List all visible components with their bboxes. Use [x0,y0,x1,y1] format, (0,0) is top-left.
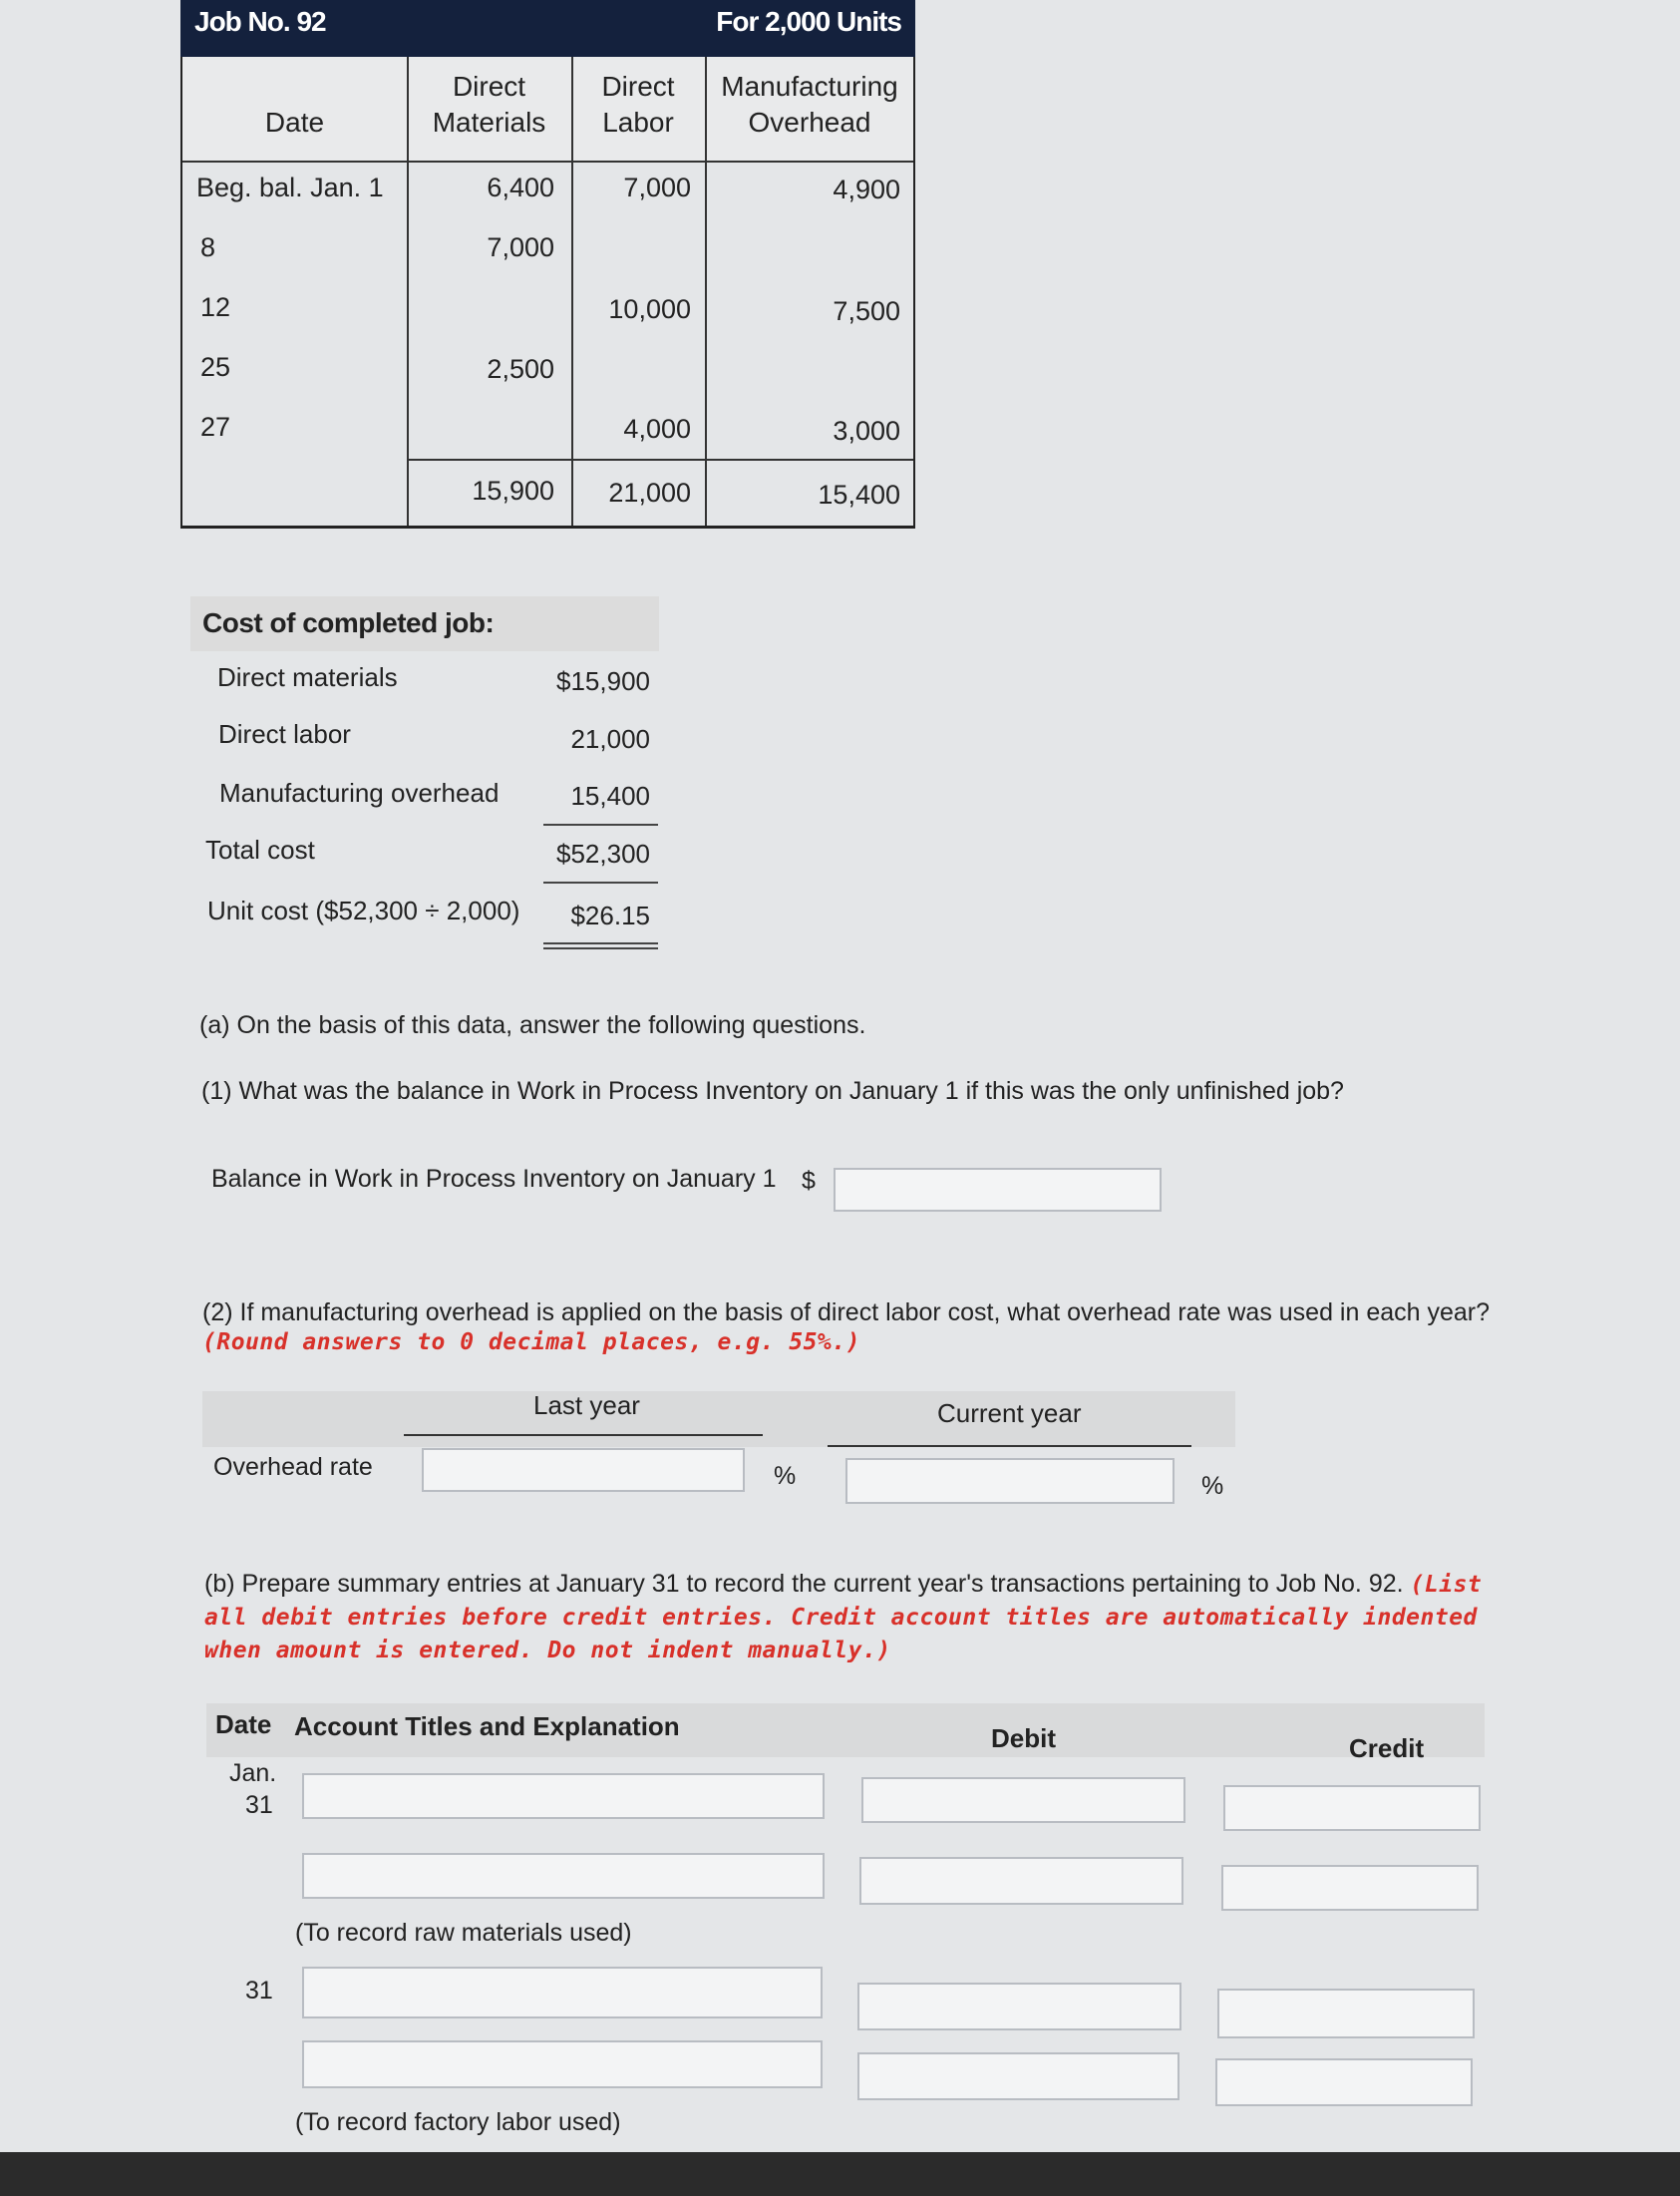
entry1-account-input-2[interactable] [302,1853,825,1899]
entry2-credit-input-2[interactable] [1215,2058,1473,2106]
row-date: 25 [200,352,231,382]
row-date: Beg. bal. Jan. 1 [196,173,384,202]
row-date: 8 [200,232,216,262]
entry1-account-input-1[interactable] [302,1773,825,1819]
entry2-debit-input-2[interactable] [857,2052,1179,2100]
question-2: (2) If manufacturing overhead is applied on the basis of direct labor cost, what overhead rate was used in each year? (Round answers to 0 decimal places, e.g. 55%.) [202,1298,1491,1355]
row-dm: 6,400 [487,173,554,202]
balance-label: Balance in Work in Process Inventory on January 1 [211,1165,777,1193]
currency-symbol: $ [802,1167,816,1195]
header-direct-labor: Direct Labor [601,71,675,138]
part-b-intro: (b) Prepare summary entries at January 31 to record the current year's transactions pertaining to Job No. 92. (List all debit entries before credit entries. Credit account titles are automatically indented when amount is entered. Do not indent manually.) [204,1570,1483,1663]
overhead-value: 15,400 [570,781,650,811]
entry2-debit-input-1[interactable] [857,1983,1181,2030]
header-direct-materials: Direct Materials [432,71,546,138]
cost-of-completed-job [190,596,659,651]
row-mo: 4,900 [833,175,900,204]
unit-cost-label: Unit cost ($52,300 ÷ 2,000) [207,896,520,925]
direct-labor-value: 21,000 [570,724,650,754]
entry2-credit-input-1[interactable] [1217,1989,1475,2038]
entry1-credit-input-2[interactable] [1221,1865,1479,1911]
entry2-explanation: (To record factory labor used) [295,2108,621,2136]
direct-materials-value: $15,900 [556,666,650,696]
wip-balance-input[interactable] [834,1168,1162,1212]
col-date: Date [215,1709,272,1739]
entry2-day: 31 [245,1977,273,2005]
entry2-account-input-2[interactable] [302,2040,823,2088]
entry2-account-input-1[interactable] [302,1967,823,2018]
entry1-explanation: (To record raw materials used) [295,1919,632,1947]
total-cost-label: Total cost [205,835,315,865]
row-mo: 3,000 [833,416,900,446]
header-date: Date [264,107,325,138]
percent-sign: % [774,1462,797,1490]
monitor-bezel [0,2152,1680,2196]
job-number: Job No. 92 [194,6,326,37]
last-year-header: Last year [533,1390,640,1420]
overhead-rate-current-year-input[interactable] [845,1458,1175,1504]
entry1-month: Jan. [229,1759,277,1787]
cost-header: Cost of completed job: [190,596,659,651]
col-account: Account Titles and Explanation [294,1711,680,1741]
total-mo: 15,400 [818,480,900,510]
row-date: 12 [200,292,231,322]
direct-materials-label: Direct materials [217,662,398,692]
current-year-header: Current year [937,1398,1082,1428]
total-dl: 21,000 [608,478,691,508]
percent-sign: % [1201,1472,1224,1500]
header-manufacturing-overhead: Manufacturing Overhead [721,71,898,138]
entry1-day: 31 [245,1791,273,1819]
direct-labor-label: Direct labor [218,719,351,749]
part-a-intro: (a) On the basis of this data, answer the following questions. [199,1011,866,1039]
units-label: For 2,000 Units [716,6,901,37]
job-cost-table [180,0,915,510]
unit-cost-value: $26.15 [570,901,650,930]
total-dm: 15,900 [472,476,554,506]
entry1-credit-input-1[interactable] [1223,1785,1481,1831]
job-grid [180,57,915,529]
entry1-debit-input-2[interactable] [859,1857,1183,1905]
row-date: 27 [200,412,231,442]
question-1: (1) What was the balance in Work in Process Inventory on January 1 if this was the only unfinished job? [201,1077,1344,1105]
row-dl: 7,000 [623,173,691,202]
col-debit: Debit [991,1723,1056,1753]
row-dl: 10,000 [608,294,691,324]
row-mo: 7,500 [833,296,900,326]
overhead-rate-last-year-input[interactable] [422,1448,745,1492]
total-cost-value: $52,300 [556,839,650,869]
overhead-label: Manufacturing overhead [219,778,500,808]
col-credit: Credit [1349,1733,1425,1763]
job-header [180,0,915,57]
row-dl: 4,000 [623,414,691,444]
row-dm: 7,000 [487,232,554,262]
row-dm: 2,500 [487,354,554,384]
overhead-rate-label: Overhead rate [213,1453,373,1481]
entry1-debit-input-1[interactable] [861,1777,1185,1823]
